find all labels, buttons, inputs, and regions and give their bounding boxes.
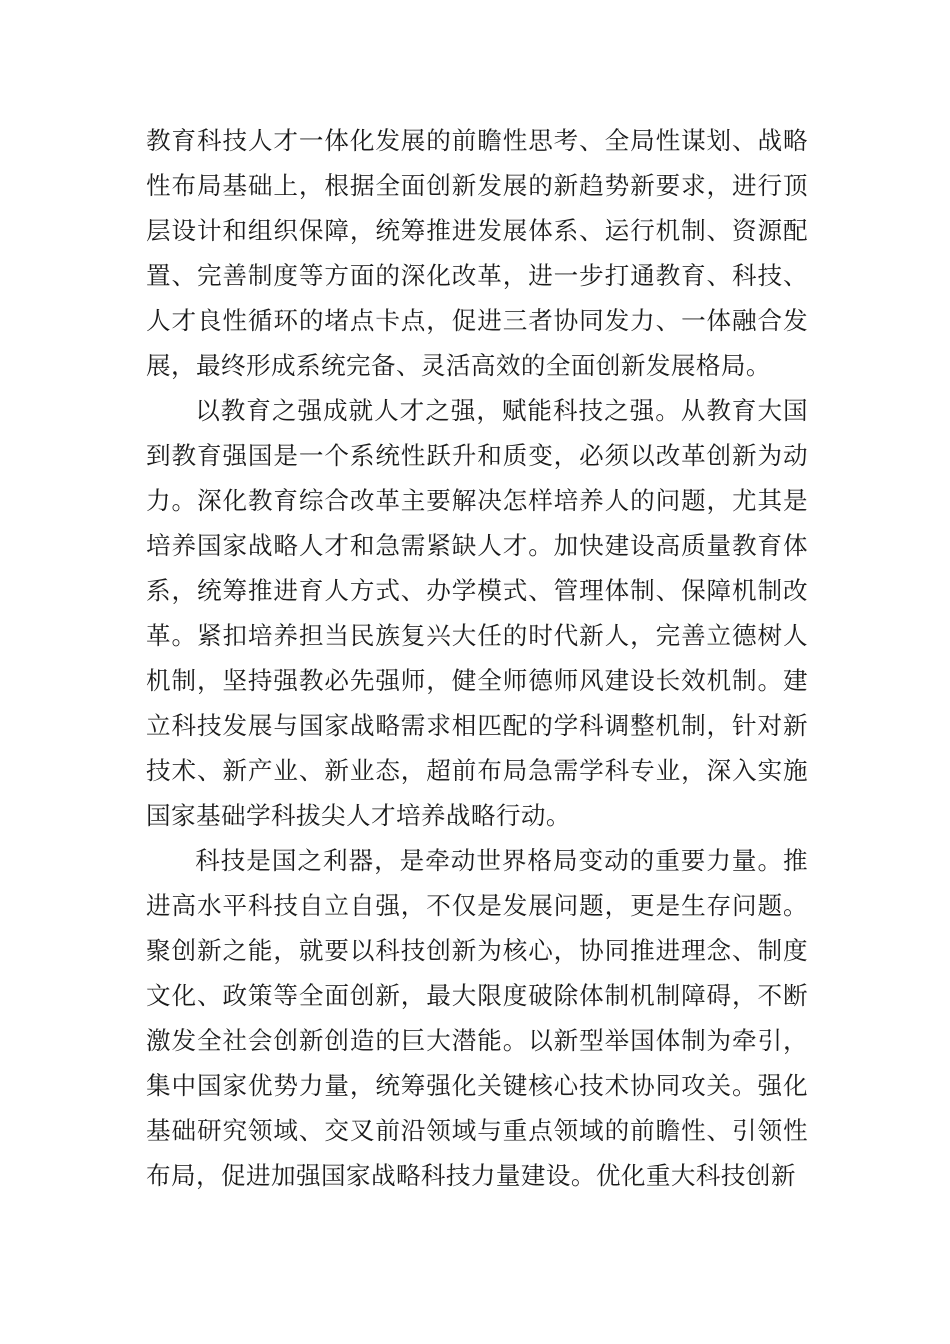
paragraph-2: 以教育之强成就人才之强，赋能科技之强。从教育大国到教育强国是一个系统性跃升和质变，必须以改革创新为动力。深化教育综合改革主要解决怎样培养人的问题，尤其是培养国家战略人才和急需紧缺人才。加快建设高质量教育体系，统筹推进育人方式、办学模式、管理体制、保障机制改革。紧扣培养担当民族复兴大任的时代新人，完善立德树人机制，坚持强教必先强师，健全师德师风建设长效机制。建立科技发展与国家战略需求相匹配的学科调整机制，针对新技术、新产业、新业态，超前布局急需学科专业，深入实施国家基础学科拔尖人才培养战略行动。 [146,396,808,830]
paragraph-1: 教育科技人才一体化发展的前瞻性思考、全局性谋划、战略性布局基础上，根据全面创新发展的新趋势新要求，进行顶层设计和组织保障，统筹推进发展体系、运行机制、资源配置、完善制度等方面的深化改革，进一步打通教育、科技、人才良性循环的堵点卡点，促进三者协同发力、一体融合发展，最终形成系统完备、灵活高效的全面创新发展格局。 [146,126,808,380]
paragraph-3: 科技是国之利器，是牵动世界格局变动的重要力量。推进高水平科技自立自强，不仅是发展问题，更是生存问题。聚创新之能，就要以科技创新为核心，协同推进理念、制度文化、政策等全面创新，最大限度破除体制机制障碍，不断激发全社会创新创造的巨大潜能。以新型举国体制为牵引，集中国家优势力量，统筹强化关键核心技术协同攻关。强化基础研究领域、交叉前沿领域与重点领域的前瞻性、引领性布局，促进加强国家战略科技力量建设。优化重大科技创新 [146,846,808,1190]
document-body [146,118,808,1198]
